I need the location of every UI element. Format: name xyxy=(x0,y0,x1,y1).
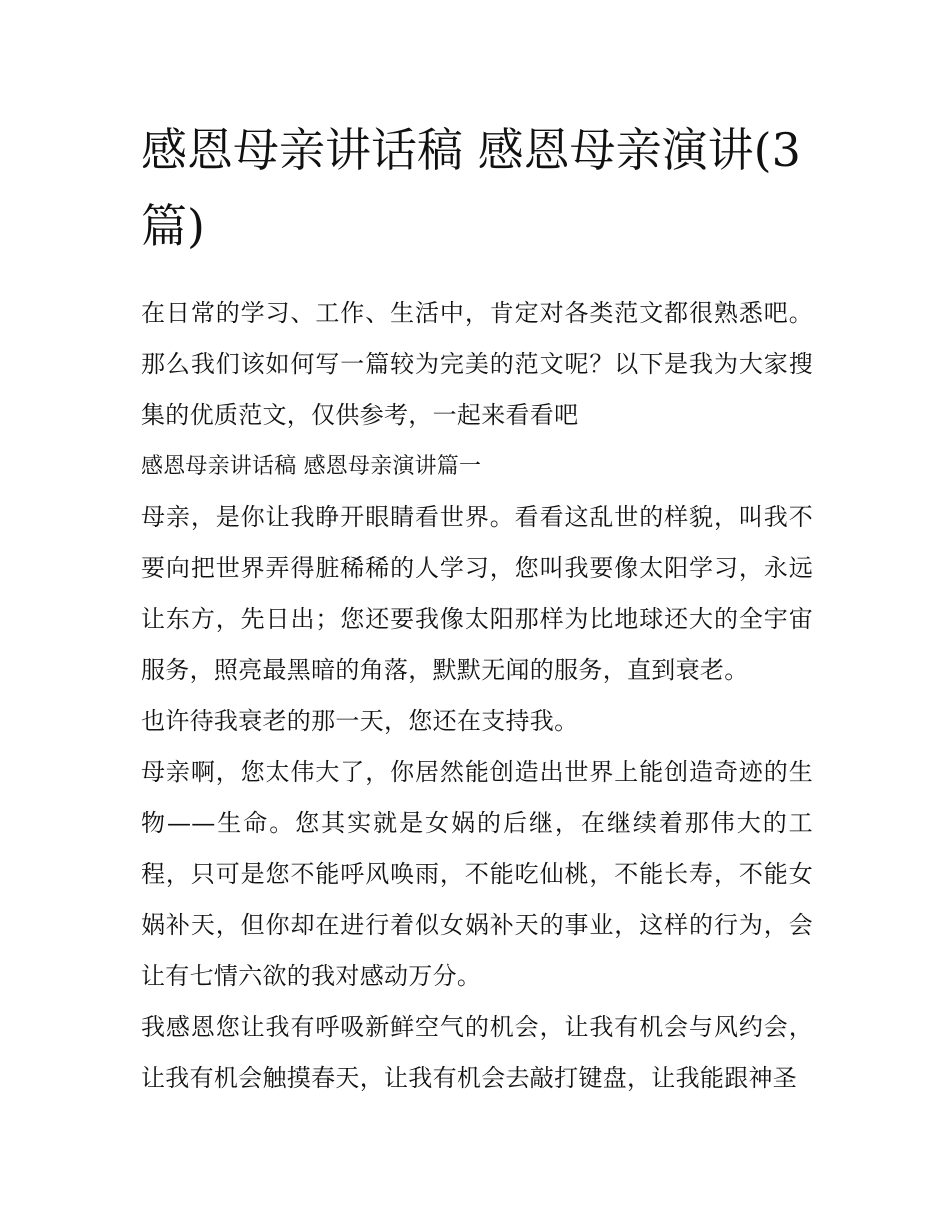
page-title: 感恩母亲讲话稿 感恩母亲演讲(3篇) xyxy=(141,123,801,253)
intro-paragraph: 在日常的学习、工作、生活中，肯定对各类范文都很熟悉吧。那么我们该如何写一篇较为完美的范文呢？以下是我为大家搜集的优质范文，仅供参考，一起来看看吧 xyxy=(141,299,813,429)
body-paragraph-4: 我感恩您让我有呼吸新鲜空气的机会，让我有机会与风约会，让我有机会触摸春天，让我有机会去敲打键盘，让我能跟神圣 xyxy=(141,1013,813,1092)
document-body xyxy=(141,112,813,1104)
body-paragraph-2: 也许待我衰老的那一天，您还在支持我。 xyxy=(141,707,579,735)
section-heading: 感恩母亲讲话稿 感恩母亲演讲篇一 xyxy=(141,454,482,479)
body-paragraph-3: 母亲啊，您太伟大了，你居然能创造出世界上能创造奇迹的生物——生命。您其实就是女娲的后继，在继续着那伟大的工程，只可是您不能呼风唤雨，不能吃仙桃，不能长寿，不能女娲补天，但你却在进行着似女娲补天的事业，这样的行为，会让有七情六欲的我对感动万分。 xyxy=(141,758,813,990)
body-paragraph-1: 母亲，是你让我睁开眼睛看世界。看看这乱世的样貌，叫我不要向把世界弄得脏稀稀的人学习，您叫我要像太阳学习，永远让东方，先日出；您还要我像太阳那样为比地球还大的全宇宙服务，照亮最黑暗的角落，默默无闻的服务，直到衰老。 xyxy=(141,503,813,684)
